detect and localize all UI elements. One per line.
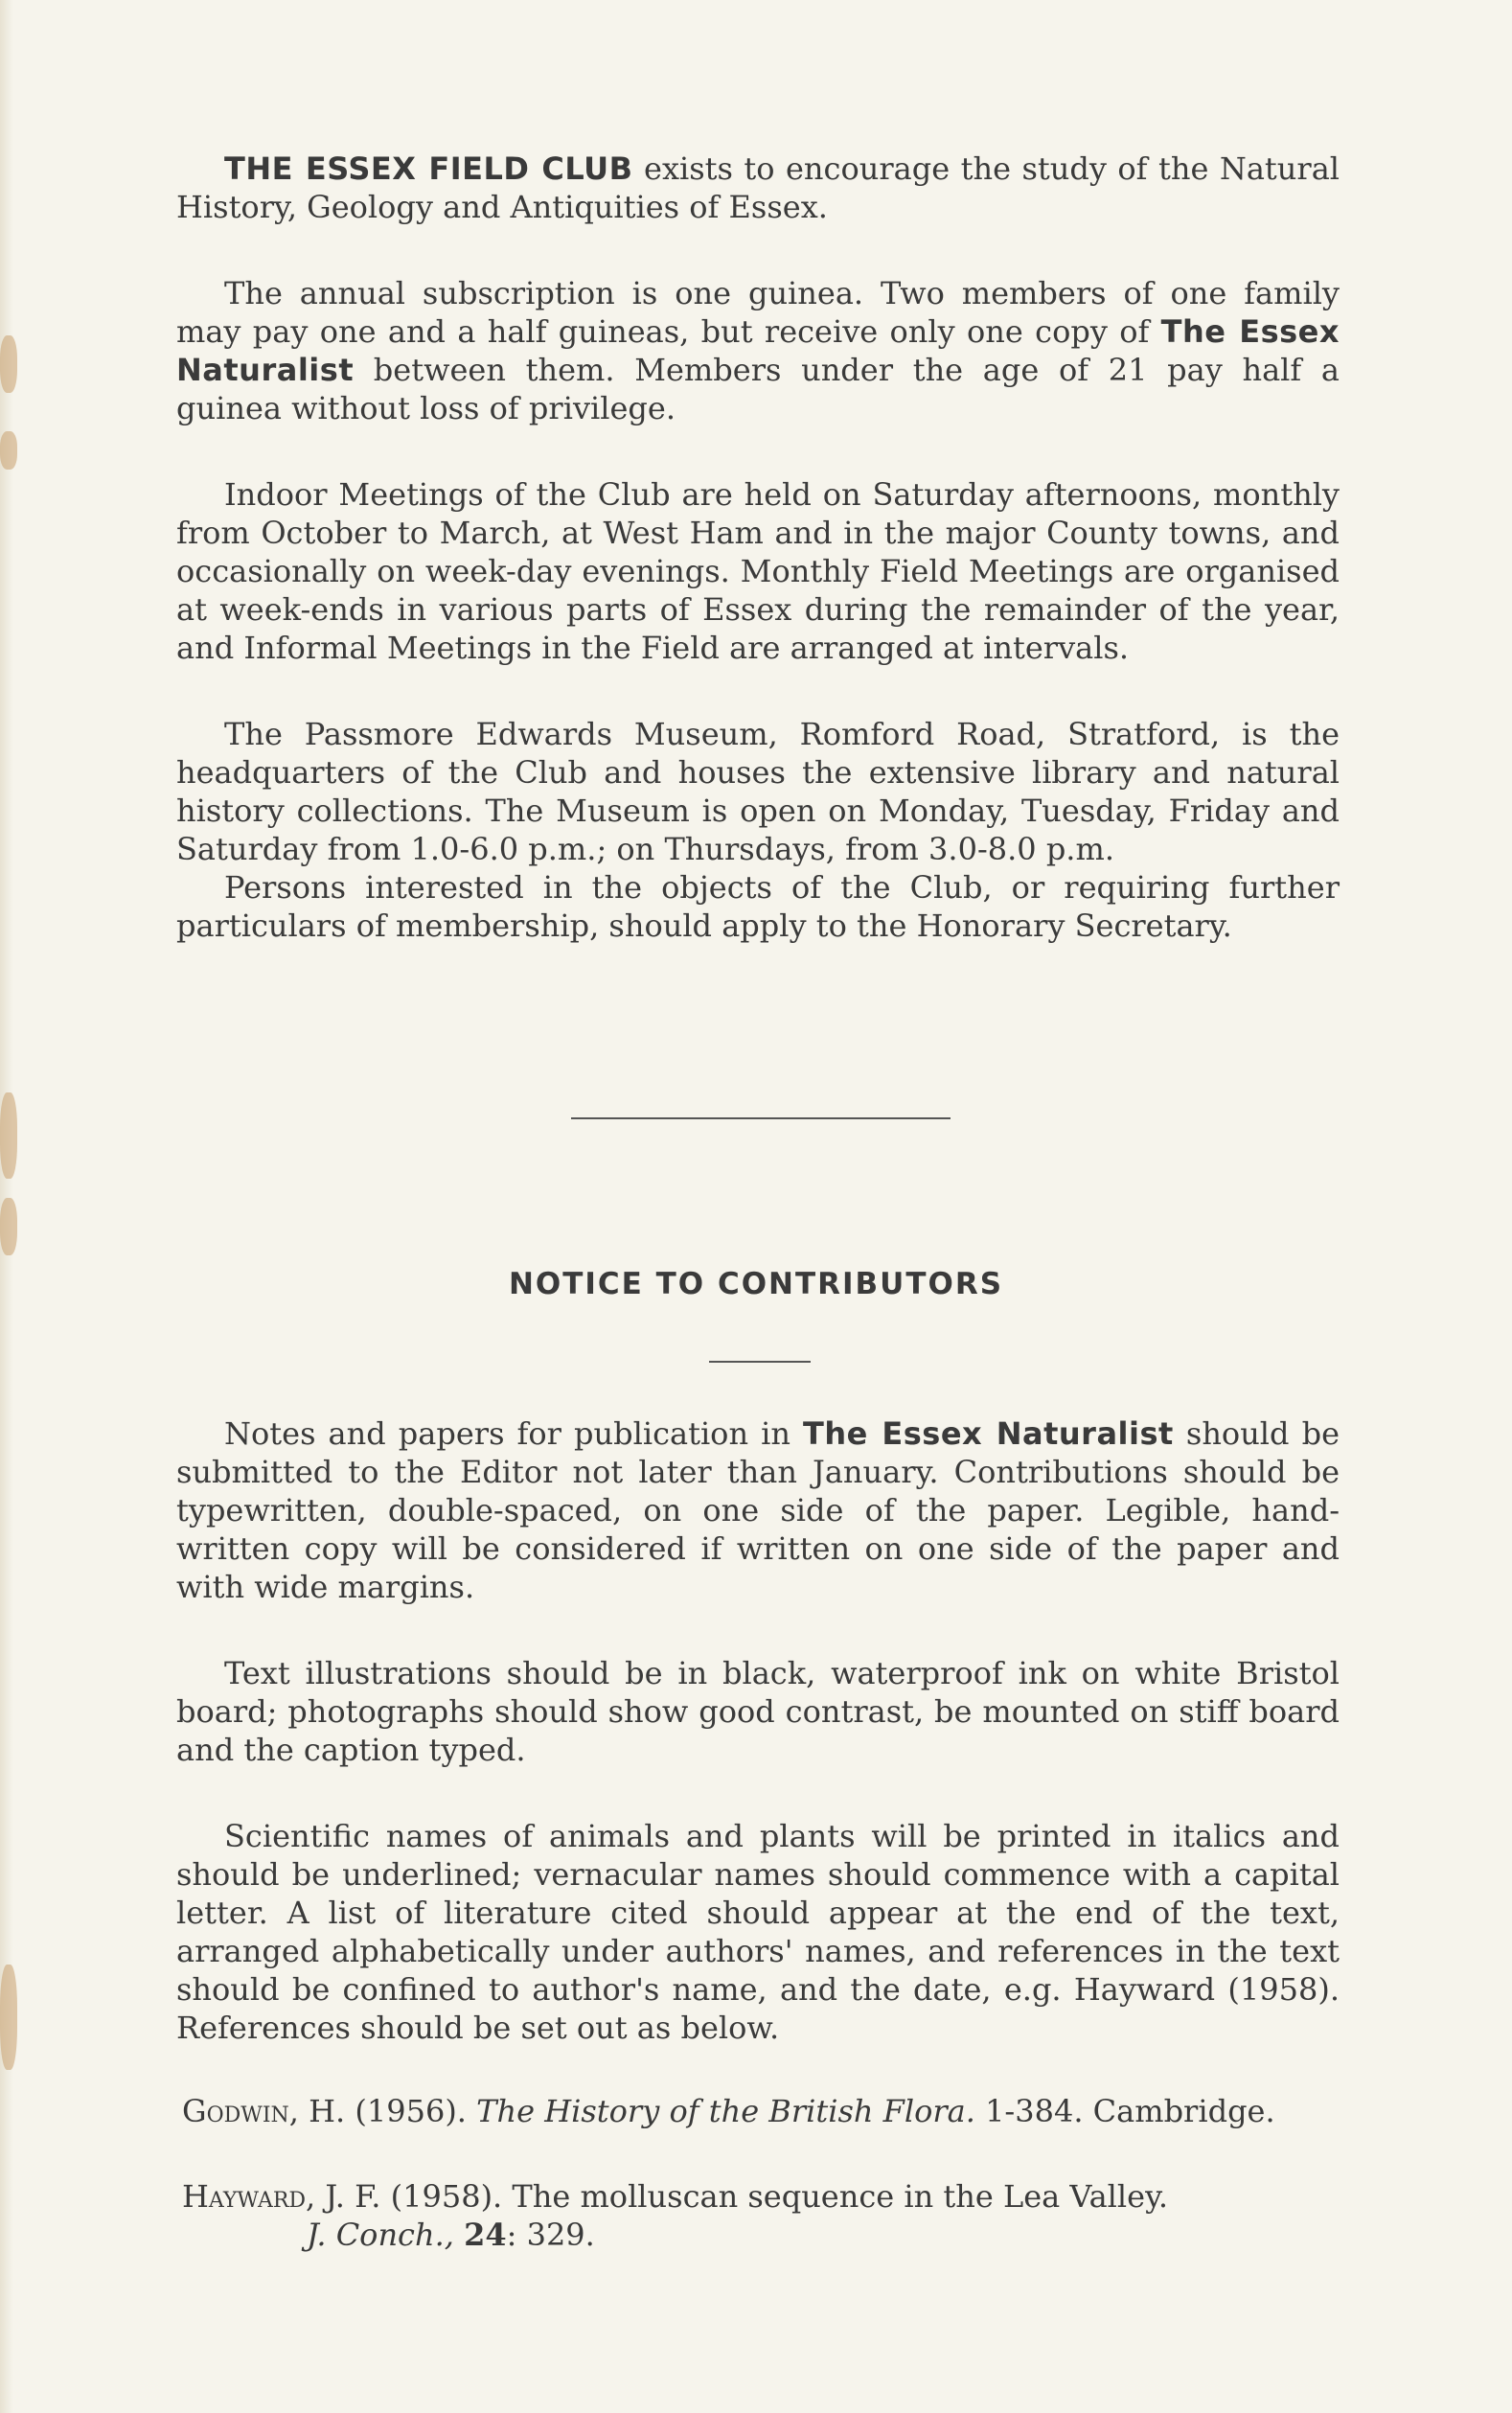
reference-author: Hayward, J. F. — [182, 2178, 381, 2215]
stain-mark — [0, 431, 17, 470]
club-paragraph-2: The annual subscription is one guinea. Two members of one family may pay one and a half guineas, but receive only one copy of The Essex Naturalist between them. Members under the age of 21 pay half a guinea without loss of privilege. — [176, 275, 1340, 426]
reference-volume: 24 — [464, 2217, 507, 2253]
stain-mark — [0, 1092, 17, 1179]
notice-paragraph-2: Text illustrations should be in black, waterproof ink on white Bristol board; photographs should show good contrast, be mounted on stiff board and the caption typed. — [176, 1655, 1340, 1768]
notice-heading: NOTICE TO CONTRIBUTORS — [508, 1267, 1004, 1301]
stain-mark — [0, 1965, 17, 2070]
club-intro — [176, 149, 1340, 226]
notice-paragraph-2-block — [176, 1654, 1340, 1769]
club-paragraph-4: The Passmore Edwards Museum, Romford Road, Stratford, is the headquarters of the Club and houses the extensive library and natural history collections. The Museum is open on Monday, Tuesday, Friday and Saturday from 1.0-6.0 p.m.; on Thursdays, from 3.0-8.0 p.m. — [176, 716, 1340, 867]
reference-title: The History of the British Flora. — [476, 2093, 975, 2129]
club-paragraph-3: Indoor Meetings of the Club are held on Saturday afternoons, monthly from October to March, at West Ham and in the major County towns, and occasionally on week-day evenings. Monthly Field Meetings are organised at week-ends in various parts of Essex during the remainder of the year, and Informal Meetings in the Field are arranged at intervals. — [176, 476, 1340, 666]
stain-mark — [0, 335, 17, 393]
reference-author: Godwin, H. — [182, 2093, 346, 2129]
section-divider — [571, 1117, 951, 1119]
reference-journal: J. Conch., — [307, 2217, 454, 2253]
subscription-section — [176, 274, 1340, 427]
journal-title: The Essex Naturalist — [803, 1415, 1174, 1452]
notice-paragraph-3-block — [176, 1817, 1340, 2047]
notice-paragraph-3: Scientific names of animals and plants will be printed in italics and should be underlined; vernacular names should commence with a capital letter. A list of literature cited should appear at the end of the text, arranged alphabetically under authors' names, and references in the text should be confined to author's name, and the date, e.g. Hayward (1958). References should be set out as below. — [176, 1818, 1340, 2046]
meetings-section — [176, 475, 1340, 667]
stain-mark — [0, 1198, 17, 1255]
notice-paragraph-1-block — [176, 1414, 1340, 1606]
reference-title: The molluscan sequence in the Lea Valley. — [512, 2178, 1169, 2215]
reference-entry: Godwin, H. (1956). The History of the British Flora. 1-384. Cambridge. — [182, 2093, 1275, 2129]
notice-paragraph-1: Notes and papers for publication in The Essex Naturalist should be submitted to the Editor not later than January. Contributions should be typewritten, double-spaced, on one side of the paper. Legible, hand-written copy will be considered if written on one side of the paper and with wide margins. — [176, 1415, 1340, 1605]
reference-entry: Hayward, J. F. (1958). The molluscan sequence in the Lea Valley. J. Conch., 24: 329. — [182, 2178, 1169, 2253]
journal-title: The Essex Naturalist — [176, 313, 1340, 388]
club-name: THE ESSEX FIELD CLUB — [224, 150, 633, 187]
club-paragraph-5: Persons interested in the objects of the Club, or requiring further particulars of membership, should apply to the Honorary Secretary. — [176, 869, 1340, 944]
heading-rule — [709, 1361, 811, 1363]
club-paragraph-1: THE ESSEX FIELD CLUB exists to encourage the study of the Natural History, Geology and Antiquities of Essex. — [176, 150, 1340, 225]
museum-section — [176, 715, 1340, 945]
